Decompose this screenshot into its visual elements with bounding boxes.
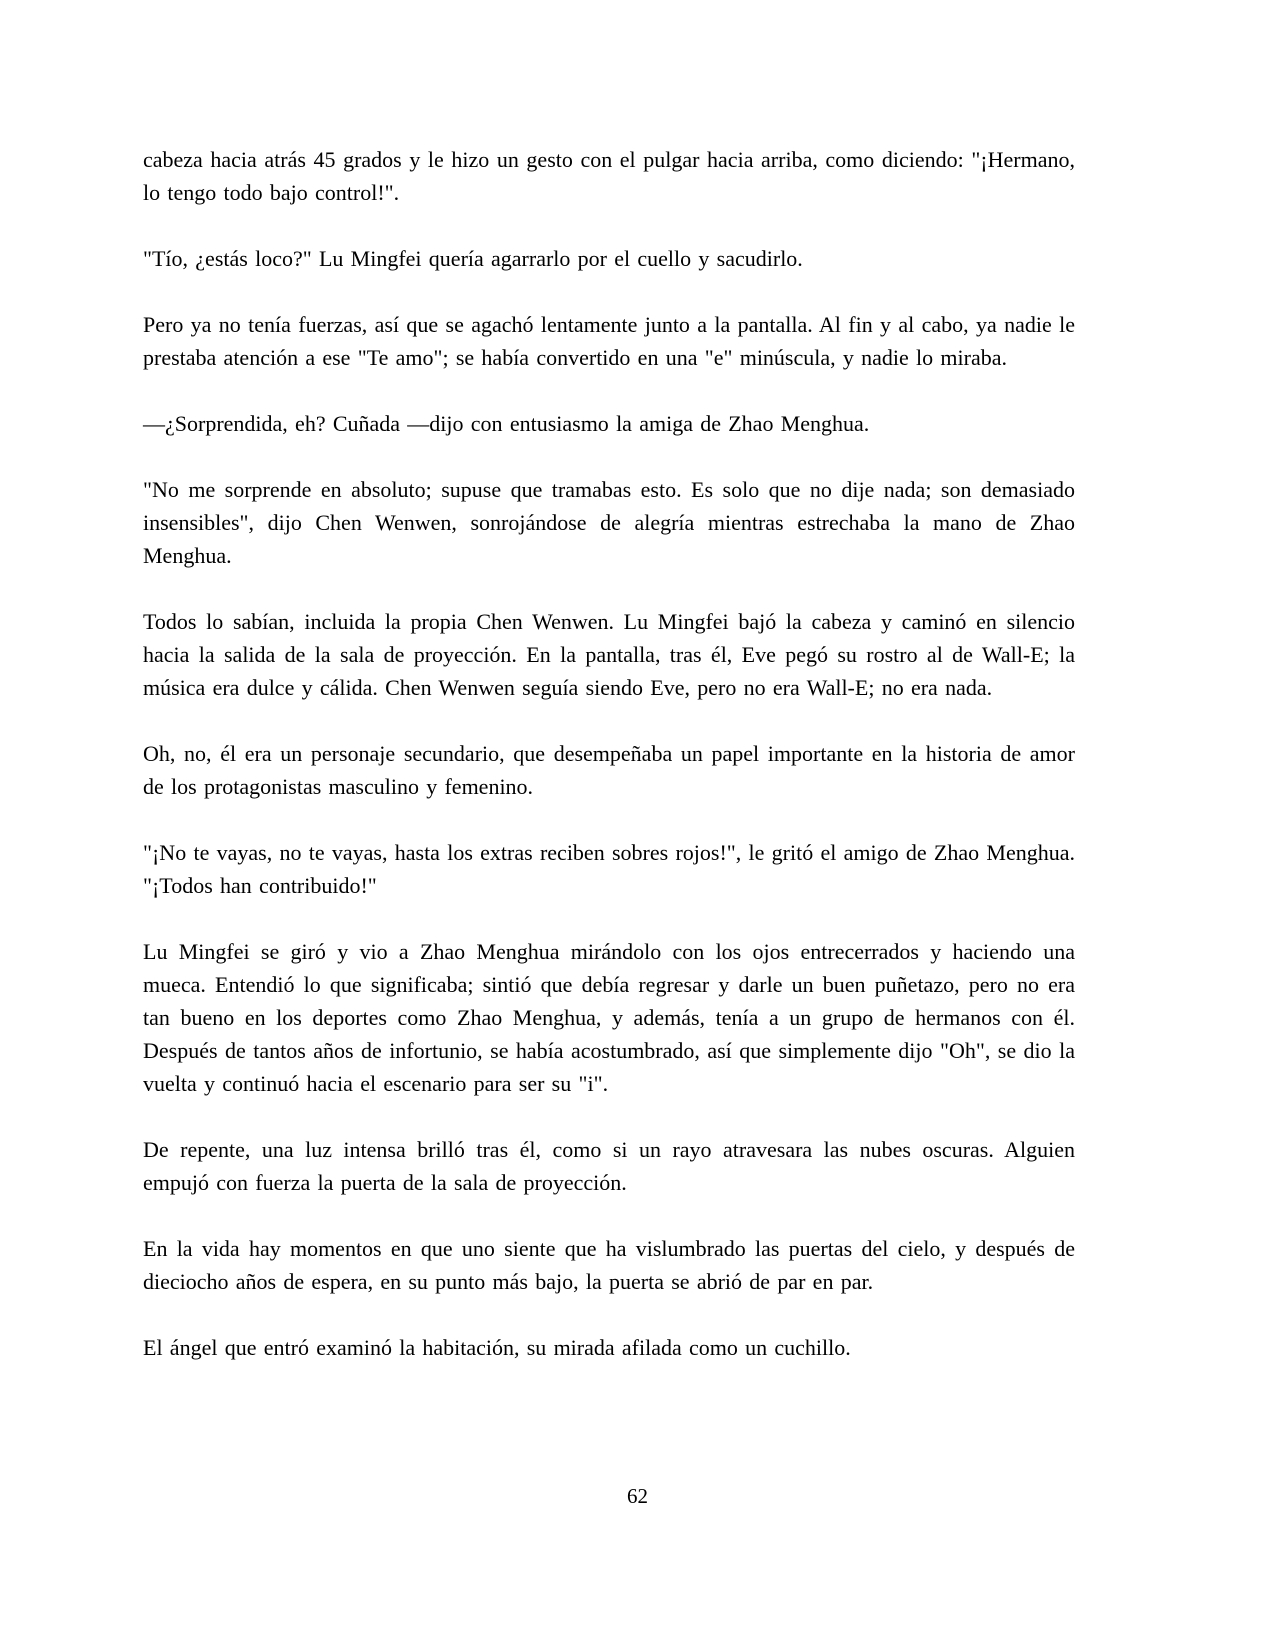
paragraph: "¡No te vayas, no te vayas, hasta los extras reciben sobres rojos!", le gritó el amigo de Zhao Menghua. "¡Todos han contribuido!" [143,840,1075,898]
paragraph: Lu Mingfei se giró y vio a Zhao Menghua mirándolo con los ojos entrecerrados y haciendo una mueca. Entendió lo que significaba; sintió que debía regresar y darle un buen puñetazo, pero no era tan bueno en los deportes como Zhao Menghua, y además, tenía a un grupo de hermanos con él. Después de tantos años de infortunio, se había acostumbrado, así que simplemente dijo "Oh", se dio la vuelta y continuó hacia el escenario para ser su "i". [143,939,1075,1096]
paragraph: El ángel que entró examinó la habitación, su mirada afilada como un cuchillo. [143,1335,851,1360]
page-body-text [143,143,1075,1364]
paragraph: "No me sorprende en absoluto; supuse que tramabas esto. Es solo que no dije nada; son demasiado insensibles", dijo Chen Wenwen, sonrojándose de alegría mientras estrechaba la mano de Zhao Menghua. [143,477,1075,568]
page-number: 62 [627,1483,648,1508]
paragraph: De repente, una luz intensa brilló tras él, como si un rayo atravesara las nubes oscuras. Alguien empujó con fuerza la puerta de la sala de proyección. [143,1137,1075,1195]
paragraph: cabeza hacia atrás 45 grados y le hizo un gesto con el pulgar hacia arriba, como diciendo: "¡Hermano, lo tengo todo bajo control!". [143,147,1075,205]
paragraph: Oh, no, él era un personaje secundario, que desempeñaba un papel importante en la historia de amor de los protagonistas masculino y femenino. [143,741,1075,799]
paragraph: "Tío, ¿estás loco?" Lu Mingfei quería agarrarlo por el cuello y sacudirlo. [143,246,803,271]
paragraph: En la vida hay momentos en que uno siente que ha vislumbrado las puertas del cielo, y después de dieciocho años de espera, en su punto más bajo, la puerta se abrió de par en par. [143,1236,1075,1294]
paragraph: —¿Sorprendida, eh? Cuñada —dijo con entusiasmo la amiga de Zhao Menghua. [143,411,870,436]
paragraph: Todos lo sabían, incluida la propia Chen Wenwen. Lu Mingfei bajó la cabeza y caminó en silencio hacia la salida de la sala de proyección. En la pantalla, tras él, Eve pegó su rostro al de Wall-E; la música era dulce y cálida. Chen Wenwen seguía siendo Eve, pero no era Wall-E; no era nada. [143,609,1075,700]
paragraph: Pero ya no tenía fuerzas, así que se agachó lentamente junto a la pantalla. Al fin y al cabo, ya nadie le prestaba atención a ese "Te amo"; se había convertido en una "e" minúscula, y nadie lo miraba. [143,312,1075,370]
